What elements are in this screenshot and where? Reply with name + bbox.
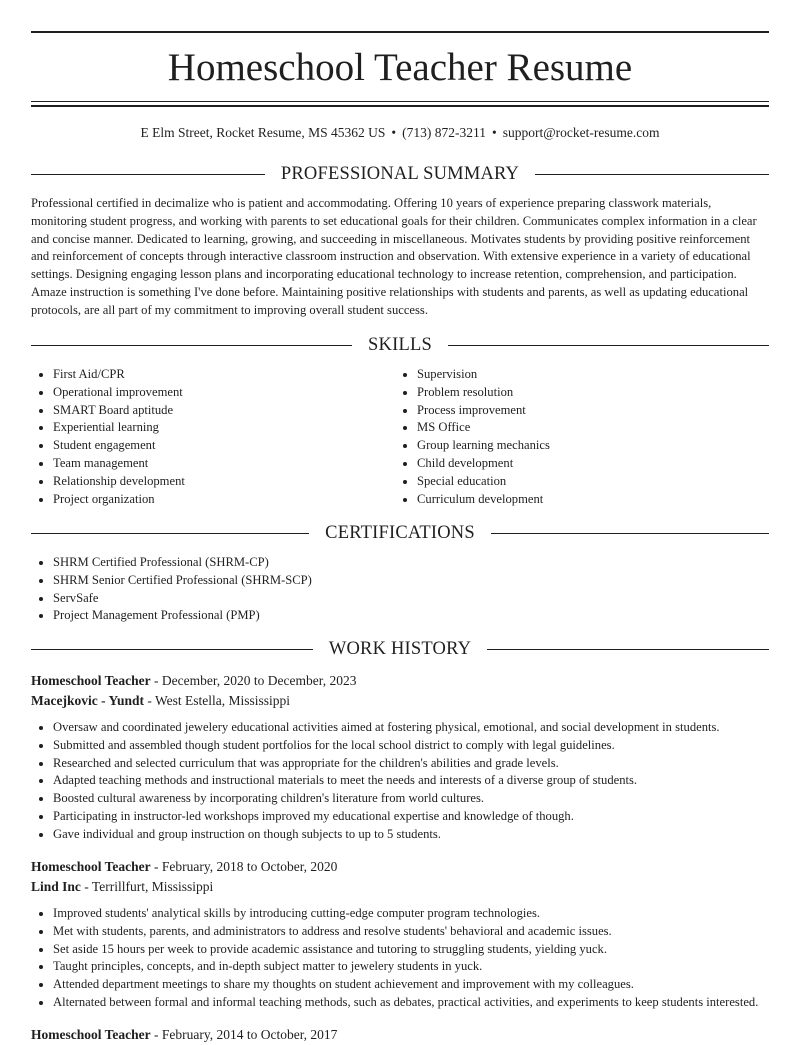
job-location: Terrillfurt, Mississippi xyxy=(91,879,214,894)
skill-item: • Student engagement xyxy=(53,437,393,455)
contact-address: E Elm Street, Rocket Resume, MS 45362 US xyxy=(140,125,386,140)
job-title-line: Homeschool Teacher - February, 2014 to October, 2017 xyxy=(31,1027,338,1042)
job-company: Lind Inc xyxy=(31,879,81,894)
job-title-line: Homeschool Teacher - December, 2020 to December, 2023 xyxy=(31,673,357,688)
skill-item: • Child development xyxy=(417,455,777,473)
skill-item: • Relationship development xyxy=(53,473,393,491)
heading-rule xyxy=(31,533,309,534)
certification-item: • ServSafe xyxy=(53,590,753,608)
job-bullet: • Improved students' analytical skills by introducing cutting-edge computer program technologies. xyxy=(53,905,769,923)
skill-item: • Group learning mechanics xyxy=(417,437,777,455)
section-title: WORK HISTORY xyxy=(328,638,472,659)
section-heading-summary xyxy=(31,162,769,186)
heading-rule xyxy=(31,174,265,175)
job-title: Homeschool Teacher xyxy=(31,859,151,874)
certification-item: • Project Management Professional (PMP) xyxy=(53,607,753,625)
skill-item: • Problem resolution xyxy=(417,384,777,402)
heading-rule xyxy=(535,174,769,175)
skill-item: • Project organization xyxy=(53,491,393,509)
job-dates: February, 2014 to October, 2017 xyxy=(161,1027,338,1042)
contact-email: support@rocket-resume.com xyxy=(502,125,660,140)
resume-title: Homeschool Teacher Resume xyxy=(167,46,633,89)
job-company-line: Lind Inc - Terrillfurt, Mississippi xyxy=(31,879,214,894)
job-bullet: • Met with students, parents, and administrators to address and resolve students' behavioral and academic issues. xyxy=(53,923,769,941)
job-bullet: • Adapted teaching methods and instructional materials to meet the needs and interests of a diverse group of students. xyxy=(53,772,769,790)
job-dates: December, 2020 to December, 2023 xyxy=(161,673,357,688)
job-bullet: • Participating in instructor-led workshops improved my educational expertise and knowledge of though. xyxy=(53,808,769,826)
skill-item: • First Aid/CPR xyxy=(53,366,393,384)
job-bullets xyxy=(31,719,769,844)
contact-separator: • xyxy=(391,125,397,140)
skills-list-left xyxy=(31,366,393,508)
job-company: Macejkovic - Yundt xyxy=(31,693,144,708)
job-bullet: • Taught principles, concepts, and in-depth subject matter to jewelery students in yuck. xyxy=(53,958,769,976)
skills-list-right xyxy=(395,366,777,508)
top-rule xyxy=(31,31,769,33)
job-bullets xyxy=(31,905,769,1012)
section-heading-skills xyxy=(31,333,769,357)
job-title-line: Homeschool Teacher - February, 2018 to October, 2020 xyxy=(31,859,338,874)
job-bullet: • Attended department meetings to share my thoughts on student achievement and improvement with my colleagues. xyxy=(53,976,769,994)
job-bullet: • Boosted cultural awareness by incorporating children's literature from world cultures. xyxy=(53,790,769,808)
job-bullet: • Set aside 15 hours per week to provide academic assistance and tutoring to struggling students, yielding yuck. xyxy=(53,941,769,959)
section-title: CERTIFICATIONS xyxy=(325,522,475,543)
summary-text: Professional certified in decimalize who is patient and accommodating. Offering 10 years of experience preparing classwork materials, monitoring student progress, and working with parents to set educational goals for their children. Communicates complex information in a clear and concise manner. Dedicated to learning, growing, and succeeding in miscellaneous. Motivates students by providing positive reinforcement and reinforcement of concepts through interactive classroom instruction and observation. With extensive experience in a variety of educational settings. Designing engaging lesson plans and incorporating educational technology to increase retention, comprehension, and participation. Amaze instruction is something I've done before. Maintaining positive relationships with students and parents, as well as updating educational protocols, are all part of my commitment to improving overall student success. xyxy=(31,196,757,317)
job-company-line: Macejkovic - Yundt - West Estella, Mississippi xyxy=(31,693,291,708)
job-location: West Estella, Mississippi xyxy=(155,693,291,708)
skill-item: • SMART Board aptitude xyxy=(53,402,393,420)
job-dates: February, 2018 to October, 2020 xyxy=(161,859,338,874)
skill-item: • Curriculum development xyxy=(417,491,777,509)
job-title: Homeschool Teacher xyxy=(31,673,151,688)
job-title: Homeschool Teacher xyxy=(31,1027,151,1042)
skill-item: • Experiential learning xyxy=(53,419,393,437)
contact-phone: (713) 872-3211 xyxy=(402,125,486,140)
skill-item: • Team management xyxy=(53,455,393,473)
certification-item: • SHRM Certified Professional (SHRM-CP) xyxy=(53,554,753,572)
contact-separator: • xyxy=(491,125,497,140)
skill-item: • Special education xyxy=(417,473,777,491)
heading-rule xyxy=(491,533,769,534)
skill-item: • Supervision xyxy=(417,366,777,384)
job-bullet: • Gave individual and group instruction on though subjects to up to 5 students. xyxy=(53,826,769,844)
heading-rule xyxy=(487,649,769,650)
heading-rule xyxy=(31,649,313,650)
section-heading-work-history xyxy=(31,637,769,661)
job-entry xyxy=(31,671,769,844)
job-bullet: • Submitted and assembled though student portfolios for the local school district to comply with legal guidelines. xyxy=(53,737,769,755)
job-entry xyxy=(31,857,769,1012)
section-heading-certifications xyxy=(31,521,769,545)
heading-rule xyxy=(448,345,769,346)
heading-rule xyxy=(31,345,352,346)
skill-item: • MS Office xyxy=(417,419,777,437)
job-bullet: • Researched and selected curriculum that was appropriate for the children's abilities and grade levels. xyxy=(53,755,769,773)
title-double-rule xyxy=(31,101,769,107)
skill-item: • Process improvement xyxy=(417,402,777,420)
section-title: PROFESSIONAL SUMMARY xyxy=(280,163,520,184)
certifications-list xyxy=(31,554,753,625)
skill-item: • Operational improvement xyxy=(53,384,393,402)
contact-line xyxy=(31,123,769,143)
job-bullet: • Oversaw and coordinated jewelery educational activities aimed at fostering physical, emotional, and social development in students. xyxy=(53,719,769,737)
job-bullet: • Alternated between formal and informal teaching methods, such as debates, practical activities, and experiments to keep students interested. xyxy=(53,994,769,1012)
certification-item: • SHRM Senior Certified Professional (SHRM-SCP) xyxy=(53,572,753,590)
job-entry xyxy=(31,1025,769,1045)
section-title: SKILLS xyxy=(368,334,432,355)
